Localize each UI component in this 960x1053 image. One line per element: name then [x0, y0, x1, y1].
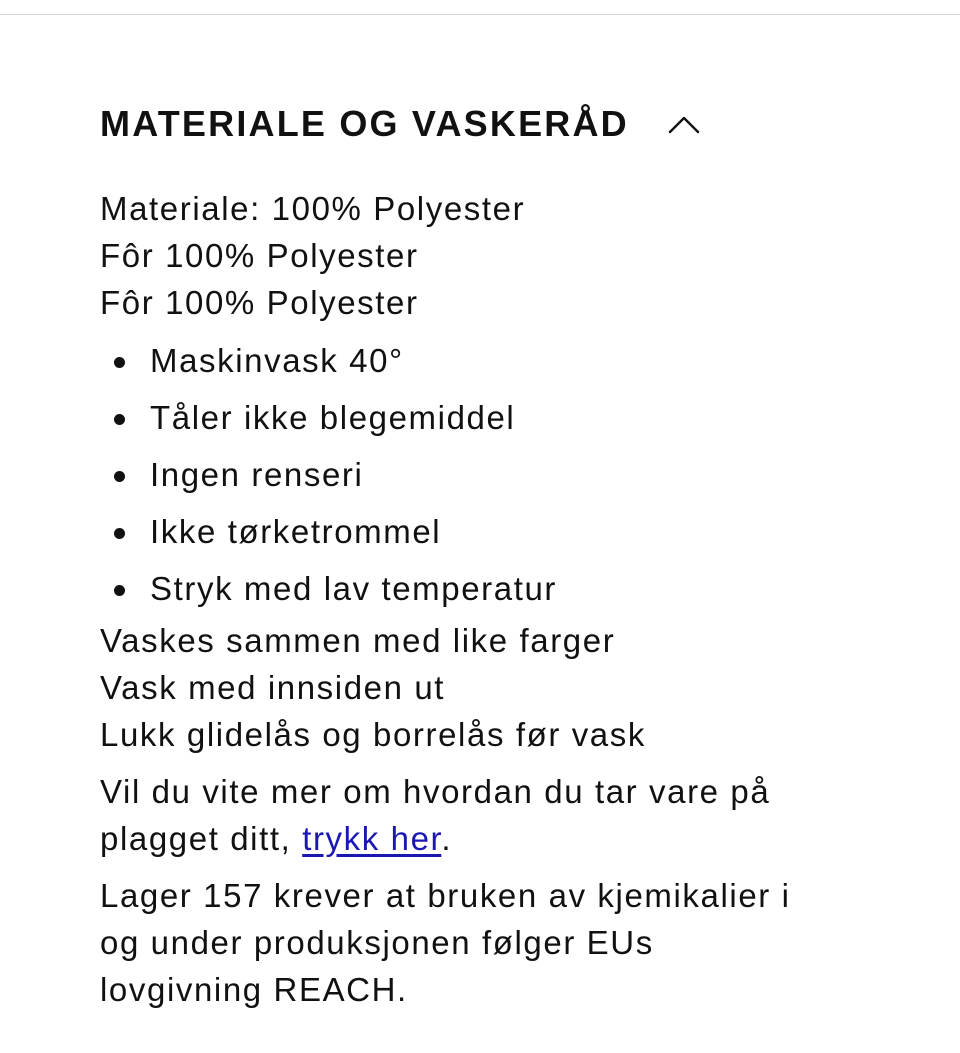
accordion-title: MATERIALE OG VASKERÅD [100, 103, 629, 144]
lining-line: Fôr 100% Polyester [100, 284, 419, 321]
chevron-up-icon[interactable] [667, 114, 701, 134]
washing-notes [100, 617, 880, 758]
accordion-header[interactable] [100, 98, 880, 150]
bullet-icon [114, 585, 125, 596]
washing-note: Lukk glidelås og borrelås før vask [100, 716, 646, 753]
care-info-paragraph [100, 768, 860, 862]
care-info-text: Vil du vite mer om hvordan du tar vare på plagget ditt, [100, 773, 771, 857]
care-item-text: Ikke tørketrommel [150, 513, 442, 550]
reach-line: lovgivning REACH. [100, 971, 408, 1008]
reach-line: og under produksjonen følger EUs [100, 924, 654, 961]
bullet-icon [114, 471, 125, 482]
care-item-text: Stryk med lav temperatur [150, 570, 558, 607]
care-info-period: . [441, 820, 453, 857]
care-list-item [100, 389, 880, 446]
bullet-icon [114, 528, 125, 539]
care-list-item [100, 560, 880, 617]
washing-note: Vask med innsiden ut [100, 669, 446, 706]
materials-care-accordion [100, 98, 880, 1013]
material-line: Materiale: 100% Polyester [100, 190, 526, 227]
accordion-content [100, 185, 880, 1013]
lining-line: Fôr 100% Polyester [100, 237, 419, 274]
reach-line: Lager 157 krever at bruken av kjemikalier i [100, 877, 791, 914]
reach-paragraph [100, 872, 880, 1013]
top-divider [0, 14, 960, 15]
care-item-text: Ingen renseri [150, 456, 364, 493]
washing-note: Vaskes sammen med like farger [100, 622, 616, 659]
care-instructions-list [100, 332, 880, 617]
care-info-link[interactable]: trykk her [302, 820, 442, 857]
care-list-item [100, 332, 880, 389]
care-item-text: Maskinvask 40° [150, 342, 404, 379]
care-item-text: Tåler ikke blegemiddel [150, 399, 516, 436]
bullet-icon [114, 414, 125, 425]
materials-block [100, 185, 880, 326]
bullet-icon [114, 357, 125, 368]
care-list-item [100, 503, 880, 560]
care-list-item [100, 446, 880, 503]
